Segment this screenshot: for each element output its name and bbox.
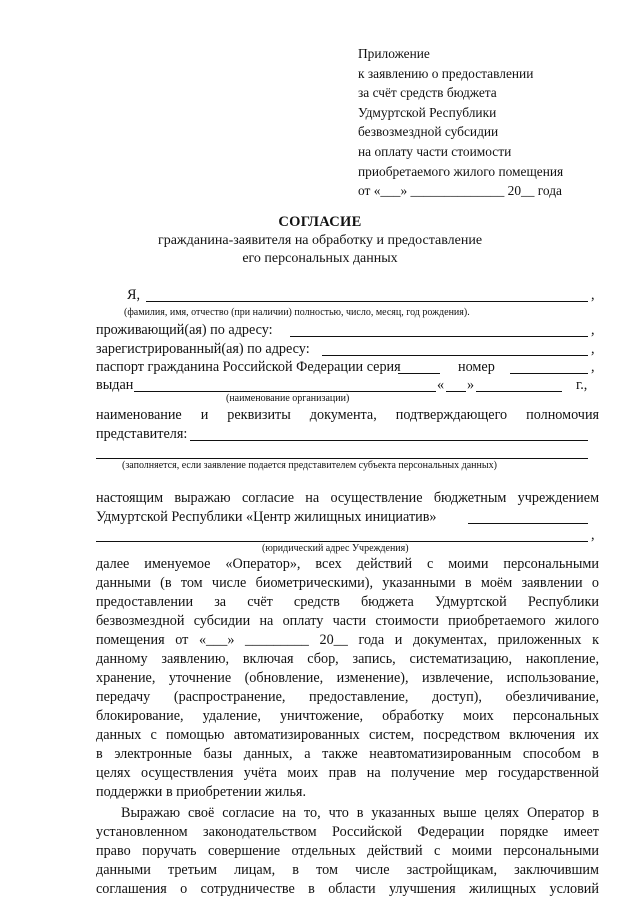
appendix-line: безвозмездной субсидии [358,124,499,140]
body-line: данными (в том числе биометрическими), указанными в моём заявлении о [96,575,599,591]
paragraph2-first-line: Выражаю своё согласие на то, что в указанных выше целях Оператор в [121,805,599,821]
i-label: Я, [127,287,141,303]
body-line: данных с помощью автоматизированных систем, посредством включения их [96,727,599,743]
body-line: безвозмездной субсидии на оплату части стоимости приобретаемого жилого [96,613,599,629]
registered-label: зарегистрированный(ая) по адресу: [96,341,310,357]
comma: , [591,527,595,543]
representative-doc-line: наименование и реквизиты документа, подтверждающего полномочия [96,407,600,423]
representative-hint: (заполняется, если заявление подается представителем субъекта персональных данных) [122,460,497,471]
number-label: номер [458,359,495,375]
appendix-line: приобретаемого жилого помещения [358,163,564,179]
representative-doc-field[interactable] [190,440,588,441]
appendix-line: Удмуртской Республики [358,104,497,120]
date-open-quote: « [437,377,445,393]
body-line-last: поддержки в приобретении жилья. [96,784,307,800]
comma: , [591,287,595,303]
fio-field[interactable] [146,301,588,302]
body-line: блокирование, удаление, уничтожение, обработку моих персональных [96,708,599,724]
fio-hint: (фамилия, имя, отчество (при наличии) полностью, число, месяц, год рождения). [124,307,470,318]
operator-address-field[interactable] [468,523,588,524]
comma: , [591,322,595,338]
comma: , [591,341,595,357]
residing-address-field[interactable] [290,336,588,337]
document-subtitle: гражданина-заявителя на обработку и предоставление [157,233,483,248]
appendix-line: за счёт средств бюджета [358,85,497,101]
body-line: данными третьим лицам, в том числе застройщикам, заключившим [96,862,599,878]
appendix-block [358,44,563,201]
residing-label: проживающий(ая) по адресу: [96,322,273,338]
body-line: целях осуществления учёта моих прав на получение мер государственной [96,765,599,781]
body-line: право поручать совершение отдельных действий с моими персональными [96,843,599,859]
issue-day-field[interactable] [446,391,466,392]
document-title: СОГЛАСИЕ [278,214,362,230]
issued-label: выдан [96,377,134,393]
year-suffix: г., [576,377,588,393]
passport-series-field[interactable] [398,373,440,374]
appendix-line: Приложение [358,46,430,61]
address-hint: (юридический адрес Учреждения) [262,543,409,554]
body-line: далее именуемое «Оператор», всех действий с моими персональными [96,556,599,572]
org-hint: (наименование организации) [226,393,350,404]
body-line: соглашения о сотрудничестве в области улучшения жилищных условий [96,881,599,897]
passport-number-field[interactable] [510,373,588,374]
comma: , [591,359,595,375]
body-line: в электронные базы данных, а также неавтоматизированным способом в [96,746,599,762]
body-line: передачу (распространение, предоставление, доступ), обезличивание, [96,689,599,705]
body-line: помещения от «___» _________ 20__ года и документах, приложенных к [96,632,599,648]
agreement-line: настоящим выражаю согласие на осуществление бюджетным учреждением [96,490,600,506]
operator-address-field-2[interactable] [96,541,588,542]
document-subtitle-cont: его персональных данных [242,251,398,266]
operator-name: Удмуртской Республики «Центр жилищных инициатив» [96,509,437,525]
body-line: предоставлении за счёт средств бюджета Удмуртской Республики [96,594,599,610]
appendix-date-line: от «___» ______________ 20__ года [358,183,562,199]
issue-month-field[interactable] [476,391,562,392]
registered-address-field[interactable] [322,355,588,356]
passport-label: паспорт гражданина Российской Федерации серия [96,359,401,375]
representative-doc-field-2[interactable] [96,458,588,459]
date-close-quote: » [467,377,475,393]
issued-by-field[interactable] [134,391,436,392]
appendix-line: к заявлению о предоставлении [358,65,534,81]
body-line: установленном законодательством Российской Федерации порядке имеет [96,824,599,840]
representative-label: представителя: [96,426,188,442]
body-line: данному заявлению, включая сбор, запись, систематизацию, накопление, [96,651,599,667]
body-line: хранение, уточнение (обновление, изменение), извлечение, использование, [96,670,599,686]
appendix-line: на оплату части стоимости [358,143,512,159]
